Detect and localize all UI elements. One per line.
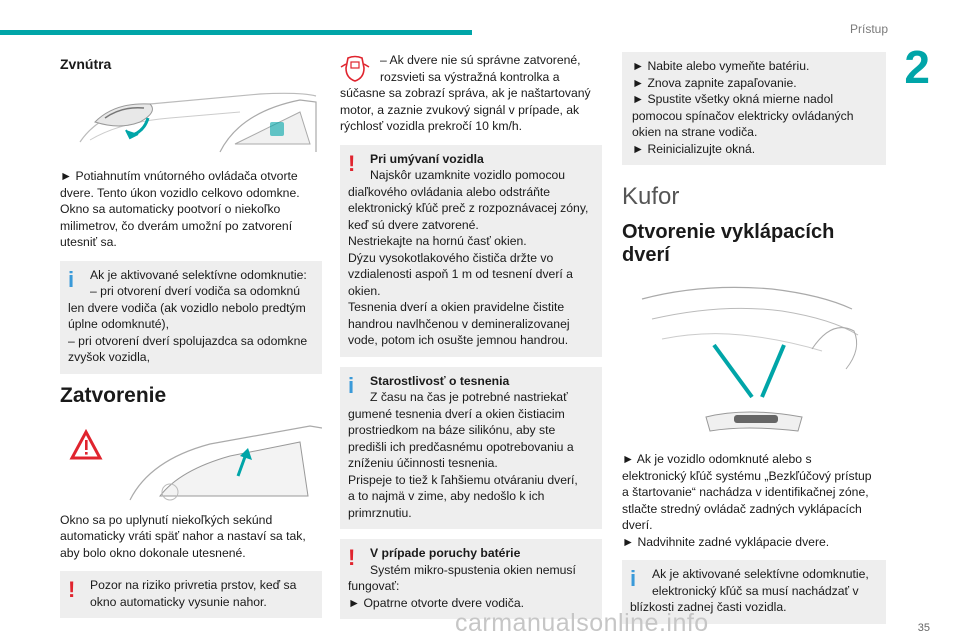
info-box-tailgate: i Ak je aktivované selektívne odomknutie, elektronický kľúč sa musí nachádzať v blízkosti zadnej časti vozidla. (622, 560, 886, 624)
warning-icon: ! (68, 577, 76, 602)
column-1 (60, 52, 322, 628)
warning-icon: ! (348, 150, 356, 176)
battery-steps-box: ► Nabite alebo vymeňte batériu. ► Znova zapnite zapaľovanie. ► Spustite všetky okná mierne nadol pomocou spínačov elektricky ovládaných okien na strane vodiča. ► Reinicializujte okná. (622, 52, 886, 165)
heading-close: Zatvorenie (60, 383, 167, 407)
info-box-selective-unlock: i Ak je aktivované selektívne odomknutie: – pri otvorení dverí vodiča sa odomknú len dvere vodiča (ak vozidlo nebolo predtým úplne odomknuté), – pri otvorení dverí spolujazdca sa odomkne zvyšok vozidla, (60, 261, 322, 374)
interior-door-handle-illustration (60, 82, 322, 158)
page-number: 35 (917, 622, 930, 634)
info-icon: i (348, 372, 355, 398)
tailgate-button-illustration (622, 279, 886, 441)
info-box-seals: i Starostlivosť o tesnenia Z času na čas je potrebné nastriekať gumené tesnenia dverí a okien čistiacim prostriedkom na báze silikónu, aby ste predišli ich predčasnému opotrebovaniu a zníženiu účinnosti tesnenia. Prispeje to tiež k ľahšiemu otváraniu dverí, a to najmä v zime, aby nedošlo k ich primrznutiu. (340, 367, 602, 530)
column-2 (340, 52, 602, 629)
watermark: carmanualsonline.info (455, 609, 709, 637)
info-icon: i (68, 266, 75, 292)
accent-bar (0, 30, 472, 35)
door-open-warning: – Ak dvere nie sú správne zatvorené, rozsvieti sa výstražná kontrolka a (340, 52, 602, 85)
chapter-number: 2 (904, 41, 930, 93)
warning-box-washing: ! Pri umývaní vozidla Najskôr uzamknite vozidlo pomocou diaľkového ovládania alebo odstráňte elektronický kľúč preč z rozpoznávacej zóny, keď sú dvere zatvorené. Nestriekajte na hornú časť okien. Dýzu vysokotlakového čističa držte vo vzdialenosti aspoň 1 m od tesnení dverí a okien. Tesnenia dverí a okien pravidelne čistite handrou navlhčenou v demineralizovanej vode, potom ich osušte jemnou handrou. (340, 145, 602, 357)
column-3 (622, 52, 886, 634)
warning-box-pinch: ! Pozor na riziko privretia prstov, keď sa okno automaticky vysunie nahor. (60, 571, 322, 618)
warning-box-battery: ! V prípade poruchy batérie Systém mikro-spustenia okien nemusí fungovať: ► Opatrne otvorte dvere vodiča. (340, 539, 602, 619)
window-closing-illustration (60, 420, 322, 502)
heading-trunk: Kufor (622, 183, 680, 210)
section-label: Prístup (849, 22, 888, 36)
car-door-warning-icon (340, 54, 370, 84)
heading-inside: Zvnútra (60, 56, 112, 72)
inside-paragraph: ► Potiahnutím vnútorného ovládača otvorte dvere. Tento úkon vozidlo celkovo odomkne. Okno sa automaticky pootvorí o niekoľko milimetrov, čo dverám umožní po zatvorení utesniť sa. (60, 169, 300, 249)
warning-icon: ! (348, 545, 356, 570)
door-warning-continuation: súčasne sa zobrazí správa, ak je naštartovaný motor, a zaznie zvukový signál v prípade, ak rýchlosť vozidla prekročí 10 km/h. (340, 86, 591, 133)
info-icon: i (630, 566, 637, 591)
tailgate-paragraph: ► Ak je vozidlo odomknuté alebo s elektronický kľúč systému „Bezkľúčový prístup a štartovanie“ nachádza v identifikačnej zóne, stlačte stredný ovládač zadných vyklápacích dverí. ► Nadvihnite zadné vyklápacie dvere. (622, 452, 872, 549)
close-paragraph: Okno sa po uplynutí niekoľkých sekúnd automaticky vráti späť nahor a nastaví sa tak, aby bolo okno dokonale utesnené. (60, 512, 306, 560)
heading-tailgate: Otvorenie vyklápacích dverí (622, 221, 835, 266)
